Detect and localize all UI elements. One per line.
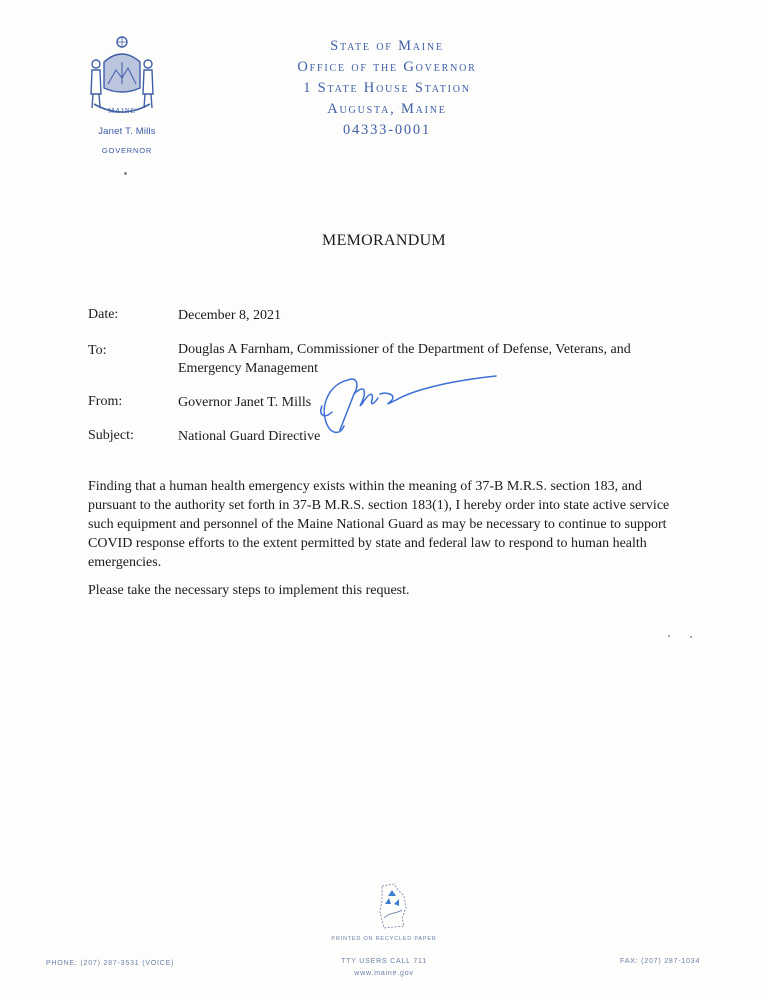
tty-line: TTY USERS CALL 711 bbox=[341, 958, 427, 965]
header-line-office: Office of the Governor bbox=[297, 59, 477, 75]
recycled-paper-note: PRINTED ON RECYCLED PAPER bbox=[331, 936, 437, 942]
website-link[interactable]: www.maine.gov bbox=[354, 970, 414, 977]
body-paragraph-1: Finding that a human health emergency exists within the meaning of 37-B M.R.S. section 183, and pursuant to the authority set forth in 37-B M.R.S. section 183(1), I hereby order into state active service such equipment and personnel of the Maine National Guard as may be necessary to continue to support COVID response efforts to the extent permitted by state and federal law to respond to human health emergencies. bbox=[88, 479, 670, 570]
from-label: From: bbox=[88, 394, 123, 409]
to-label: To: bbox=[88, 343, 107, 358]
scan-speck bbox=[668, 635, 670, 637]
seal-text: MAINE bbox=[108, 107, 136, 115]
fax-number: FAX: (207) 287-1034 bbox=[620, 958, 701, 965]
date-value: December 8, 2021 bbox=[178, 308, 282, 323]
memo-title: MEMORANDUM bbox=[322, 232, 446, 249]
governor-signature bbox=[300, 364, 500, 446]
governor-name: Janet T. Mills bbox=[98, 126, 156, 137]
subject-label: Subject: bbox=[88, 428, 134, 443]
date-label: Date: bbox=[88, 307, 119, 322]
from-value: Governor Janet T. Mills bbox=[178, 395, 312, 410]
header-line-station: 1 State House Station bbox=[303, 80, 471, 96]
header-line-zip: 04333-0001 bbox=[342, 122, 432, 138]
phone-number: PHONE: (207) 287-3531 (VOICE) bbox=[46, 960, 175, 967]
subject-value: National Guard Directive bbox=[178, 429, 321, 444]
to-line-2: Emergency Management bbox=[178, 361, 319, 376]
office-address-header bbox=[262, 36, 512, 141]
header-line-state: State of Maine bbox=[330, 38, 444, 54]
recycle-maine-icon bbox=[374, 882, 410, 930]
to-line-1: Douglas A Farnham, Commissioner of the Department of Defense, Veterans, and bbox=[178, 342, 631, 357]
scan-speck bbox=[124, 172, 127, 175]
body-paragraph-2: Please take the necessary steps to implement this request. bbox=[88, 583, 410, 598]
state-seal-icon bbox=[86, 32, 158, 118]
scan-speck bbox=[690, 636, 692, 638]
header-line-city: Augusta, Maine bbox=[327, 101, 447, 117]
governor-title: GOVERNOR bbox=[101, 146, 153, 155]
